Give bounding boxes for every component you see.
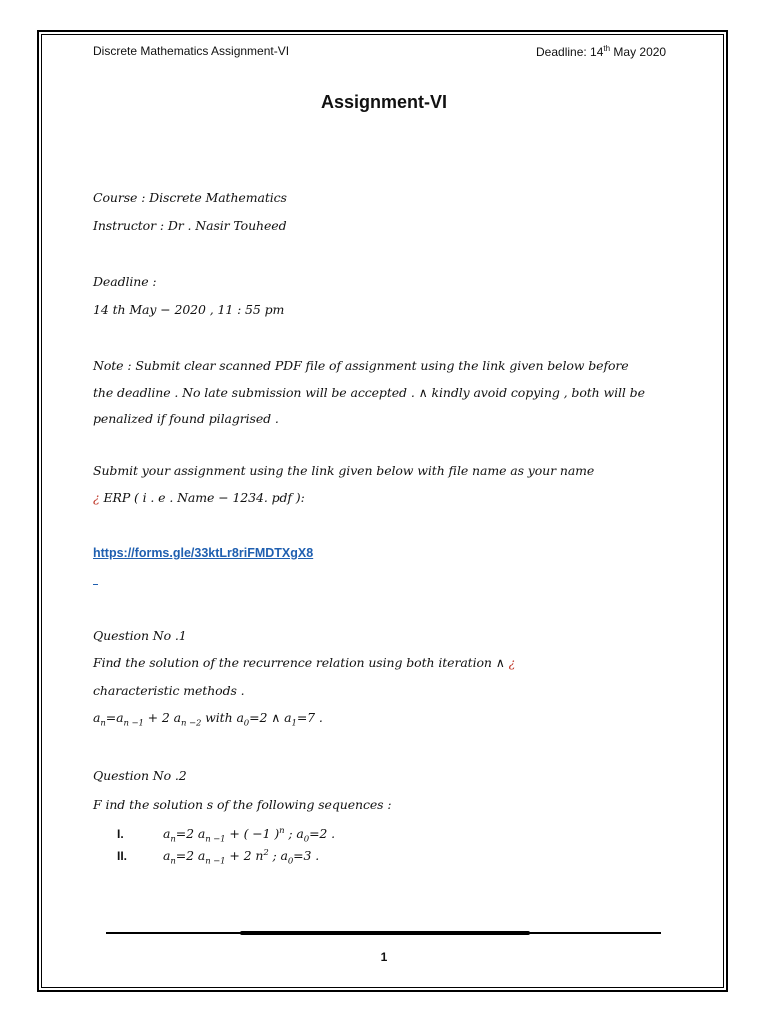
- expr-a: a: [163, 848, 171, 864]
- eq-plus-two: + 2: [143, 710, 174, 725]
- course-line: Course : Discrete Mathematics: [93, 190, 287, 205]
- q1-heading: Question No .1: [93, 628, 187, 643]
- q1-line-2: characteristic methods .: [93, 683, 245, 698]
- q1-placeholder-mark: ¿: [508, 655, 516, 670]
- submission-link[interactable]: https://forms.gle/33ktLr8riFMDTXgX8: [93, 546, 314, 560]
- expr-sub-n1: n −1: [205, 834, 226, 845]
- footer-rule-accent: [240, 931, 530, 935]
- empty-link-underline: [93, 584, 98, 585]
- eq-sub-0: 0: [243, 718, 250, 729]
- header-deadline: [536, 44, 666, 59]
- eq-equals-two-and: =2 ∧: [249, 710, 285, 725]
- eq-a: a: [284, 710, 292, 725]
- expr-sub-n1: n −1: [205, 856, 226, 867]
- header-course-title: Discrete Mathematics Assignment-VI: [93, 44, 290, 58]
- q2-heading: Question No .2: [93, 768, 187, 783]
- eq-with: with: [201, 710, 237, 725]
- note-line-3: penalized if found pilagrised .: [93, 411, 279, 426]
- q1-equation: [93, 710, 323, 729]
- page-border-inner: [41, 34, 724, 988]
- submit-line-2: [93, 490, 305, 505]
- q1-line-1: [93, 655, 515, 670]
- eq-equals-seven: =7 .: [296, 710, 323, 725]
- eq-sub-n2: n −2: [181, 718, 202, 729]
- expr-part: ; a: [284, 826, 304, 842]
- eq-sub-n1: n −1: [123, 718, 144, 729]
- page-title: Assignment-VI: [320, 92, 448, 112]
- expr-part: ; a: [268, 848, 288, 864]
- q2-item-2-numeral: II.: [117, 849, 128, 863]
- eq-equals: =: [105, 710, 117, 725]
- expr-sub-0: 0: [303, 834, 310, 845]
- expr-a: a: [163, 826, 171, 842]
- expr-sub-n: n: [170, 834, 176, 845]
- eq-sub-1: 1: [291, 718, 297, 729]
- header-deadline-prefix: Deadline: 14: [536, 45, 604, 59]
- q2-line-1: F ind the solution s of the following sequences :: [93, 797, 392, 812]
- expr-part: =2 .: [309, 826, 336, 842]
- expr-part: =3 .: [293, 848, 320, 864]
- expr-part: =2 a: [175, 826, 206, 842]
- deadline-label: Deadline :: [93, 274, 157, 289]
- submit-line-2-text: ERP ( i . e . Name − 1234. pdf ):: [99, 490, 305, 505]
- q1-line-1-text: Find the solution of the recurrence relation using both iteration ∧: [93, 655, 509, 670]
- q2-item-1-numeral: I.: [117, 827, 124, 841]
- expr-part: + ( −1 ): [225, 826, 280, 842]
- q2-item-1-expression: [163, 826, 335, 845]
- header-deadline-sup: th: [603, 44, 611, 53]
- expr-part: =2 a: [175, 848, 206, 864]
- header-deadline-suffix: May 2020: [610, 45, 667, 59]
- note-line-1: Note : Submit clear scanned PDF file of assignment using the link given below before: [93, 358, 629, 373]
- expr-part: + 2 n: [225, 848, 264, 864]
- placeholder-mark: ¿: [93, 490, 100, 505]
- eq-sub-n: n: [100, 718, 106, 729]
- expr-sub-0: 0: [287, 856, 294, 867]
- instructor-line: Instructor : Dr . Nasir Touheed: [93, 218, 287, 233]
- expr-sub-n: n: [170, 856, 176, 867]
- eq-a: a: [236, 710, 244, 725]
- expr-sup: 2: [263, 848, 269, 858]
- note-line-2: the deadline . No late submission will be accepted . ∧ kindly avoid copying , both will be: [93, 385, 645, 400]
- eq-a: a: [116, 710, 124, 725]
- deadline-value: 14 th May − 2020 , 11 : 55 pm: [93, 302, 285, 317]
- q2-item-2-expression: [163, 848, 319, 867]
- eq-a: a: [93, 710, 101, 725]
- expr-sup: n: [279, 826, 285, 836]
- submit-line-1: Submit your assignment using the link given below with file name as your name: [93, 463, 595, 478]
- eq-a: a: [173, 710, 181, 725]
- page-number: 1: [380, 950, 388, 964]
